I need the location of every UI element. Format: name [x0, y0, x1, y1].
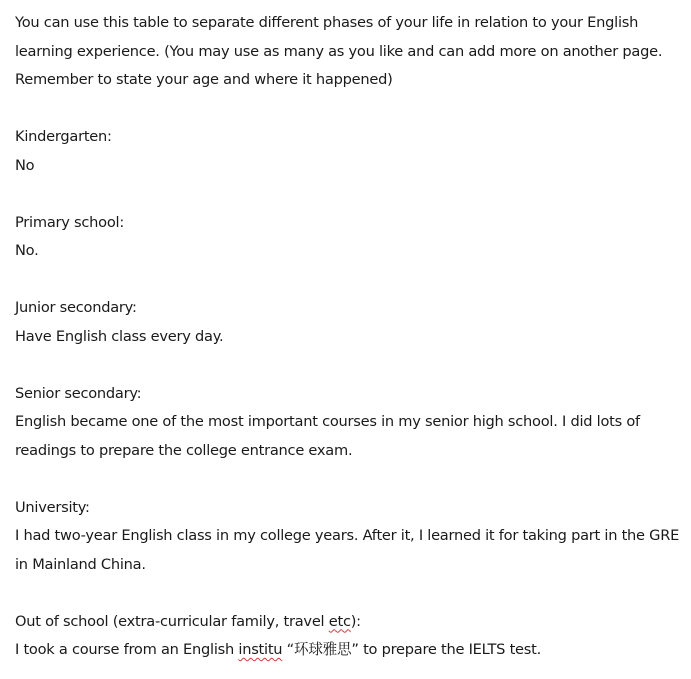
- document-body: [15, 9, 683, 665]
- intro-line: You can use this table to separate different phases of your life in relation to your English: [15, 14, 639, 31]
- out-of-school-answer-text: I took a course from an English: [15, 641, 239, 658]
- junior-secondary-answer[interactable]: Have English class every day.: [15, 327, 224, 345]
- senior-secondary-heading: Senior secondary:: [15, 384, 142, 402]
- out-of-school-answer-text: “环球雅思” to prepare the IELTS test.: [282, 641, 542, 658]
- out-of-school-heading-text: Out of school (extra-curricular family, travel: [15, 612, 329, 630]
- primary-school-answer[interactable]: No.: [15, 242, 39, 259]
- blank-line: [15, 180, 683, 209]
- kindergarten-answer[interactable]: No: [15, 156, 35, 174]
- out-of-school-heading-text: ):: [350, 612, 361, 630]
- kindergarten-heading: Kindergarten:: [15, 128, 112, 145]
- spellcheck-flagged-word[interactable]: etc: [328, 612, 351, 630]
- senior-secondary-answer[interactable]: English became one of the most important courses in my senior high school. I did lots of: [15, 413, 640, 430]
- primary-school-heading: Primary school:: [15, 213, 124, 231]
- university-answer[interactable]: I had two-year English class in my college years. After it, I learned it for taking part in the GRE: [15, 527, 680, 544]
- intro-line: learning experience. (You may use as many as you like and can add more on another page.: [15, 42, 663, 60]
- junior-secondary-heading: Junior secondary:: [15, 299, 137, 316]
- out-of-school-heading: [15, 608, 683, 637]
- blank-line: [15, 266, 683, 295]
- blank-line: [15, 579, 683, 608]
- blank-line: [15, 95, 683, 124]
- university-heading: University:: [15, 498, 90, 516]
- senior-secondary-answer[interactable]: readings to prepare the college entrance exam.: [15, 441, 353, 459]
- blank-line: [15, 351, 683, 380]
- spellcheck-flagged-word[interactable]: institu: [238, 641, 283, 658]
- blank-line: [15, 465, 683, 494]
- intro-line: Remember to state your age and where it happened): [15, 71, 393, 88]
- out-of-school-answer[interactable]: [15, 636, 683, 665]
- university-answer[interactable]: in Mainland China.: [15, 555, 146, 573]
